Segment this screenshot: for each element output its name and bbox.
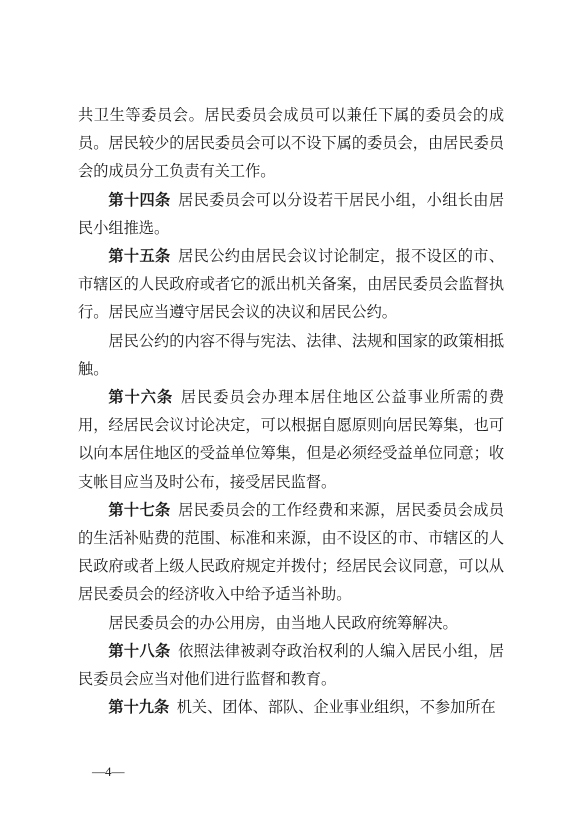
paragraph-article-18 xyxy=(78,637,504,693)
article-number: 第十五条 xyxy=(108,247,171,266)
paragraph-article-15-cont xyxy=(78,327,504,383)
paragraph-article-19 xyxy=(78,693,504,721)
paragraph-article-17 xyxy=(78,496,504,609)
paragraph-1 xyxy=(78,101,504,186)
article-number: 第十九条 xyxy=(108,698,170,717)
article-number: 第十六条 xyxy=(108,388,174,407)
paragraph-article-17-cont xyxy=(78,609,504,637)
paragraph-article-14 xyxy=(78,186,504,242)
article-number: 第十八条 xyxy=(108,641,171,660)
paragraph-text: 居民委员会的办公用房，由当地人民政府统筹解决。 xyxy=(108,613,458,632)
paragraph-text: 共卫生等委员会。居民委员会成员可以兼任下属的委员会的成员。居民较少的居民委员会可以不设下属的委员会，由居民委员会的成员分工负责有关工作。 xyxy=(78,106,504,181)
paragraph-text: 居民委员会可以分设若干居民小组，小组长由居民小组推选。 xyxy=(78,190,505,237)
article-number: 第十七条 xyxy=(108,500,171,519)
paragraph-text: 机关、团体、部队、企业事业组织，不参加所在 xyxy=(176,698,496,717)
document-body xyxy=(78,101,504,721)
paragraph-text: 依照法律被剥夺政治权利的人编入居民小组，居民委员会应当对他们进行监督和教育。 xyxy=(78,641,505,689)
page-number: —4— xyxy=(92,764,125,779)
paragraph-text: 居民委员会办理本居住地区公益事业所需的费用，经居民会议讨论决定，可以根据自愿原则向居民筹集，也可以向本居住地区的受益单位筹集，但是必须经受益单位同意；收支帐目应当及时公布，接受居民监督。 xyxy=(78,388,505,491)
paragraph-article-15 xyxy=(78,242,504,327)
paragraph-text: 居民公约的内容不得与宪法、法律、法规和国家的政策相抵触。 xyxy=(78,331,504,378)
paragraph-text: 居民公约由居民会议讨论制定，报不设区的市、市辖区的人民政府或者它的派出机关备案，由居民委员会监督执行。居民应当遵守居民会议的决议和居民公约。 xyxy=(78,247,505,322)
paragraph-text: 居民委员会的工作经费和来源，居民委员会成员的生活补贴费的范围、标准和来源，由不设区的市、市辖区的人民政府或者上级人民政府规定并拨付；经居民会议同意，可以从居民委员会的经济收入中给予适当补助。 xyxy=(78,500,505,604)
paragraph-article-16 xyxy=(78,383,504,496)
article-number: 第十四条 xyxy=(108,190,171,209)
